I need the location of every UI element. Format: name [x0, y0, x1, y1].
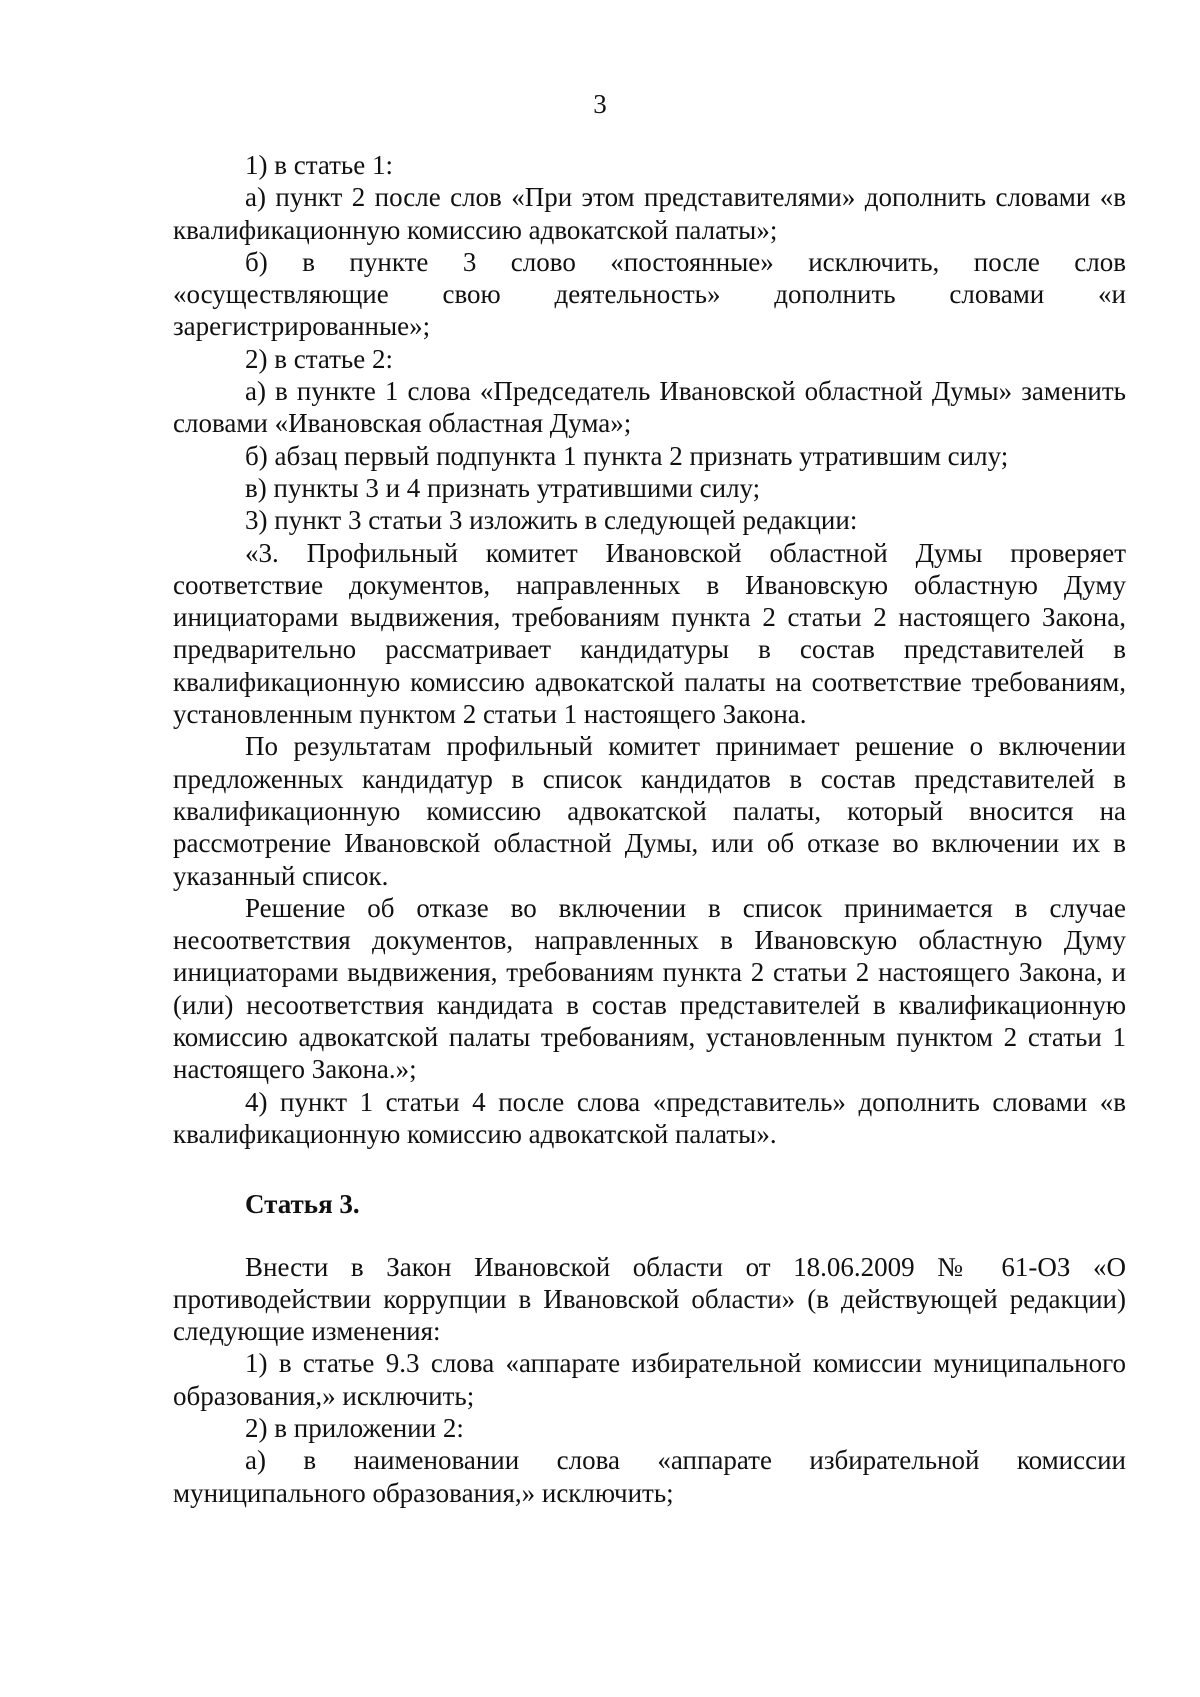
document-body	[173, 149, 1126, 1509]
paragraph-article1-intro: 1) в статье 1:	[245, 150, 393, 180]
paragraph-article4-item: 4) пункт 1 статьи 4 после слова «представитель» дополнить словами «в квалификационную комиссию адвокатской палаты».	[173, 1086, 1126, 1149]
paragraph-article1-item-b: б) в пункте 3 слово «постоянные» исключить, после слов «осуществляющие свою деятельность» дополнить словами «и зарегистрированные»;	[173, 246, 1126, 342]
paragraph-article2-item-a: а) в пункте 1 слова «Председатель Ивановской областной Думы» заменить словами «Ивановская областная Дума»;	[173, 376, 1126, 439]
paragraph-quoted-results: По результатам профильный комитет принимает решение о включении предложенных кандидатур в список кандидатов в состав представителей в квалификационную комиссию адвокатской палаты, который вносится на рассмотрение Ивановской областной Думы, или об отказе во включении их в указанный список.	[173, 731, 1126, 891]
paragraph-amendment-item-2a: а) в наименовании слова «аппарате избирательной комиссии муниципального образования,» исключить;	[173, 1445, 1126, 1508]
paragraph-quoted-refusal: Решение об отказе во включении в список принимается в случае несоответствия документов, направленных в Ивановскую областную Думу инициаторами выдвижения, требованиям пункта 2 статьи 2 настоящего Закона, и (или) несоответствия кандидата в состав представителей в квалификационную комиссию адвокатской палаты требованиям, установленным пунктом 2 статьи 1 настоящего Закона.»;	[173, 892, 1126, 1085]
paragraph-amendment-item-2: 2) в приложении 2:	[245, 1412, 464, 1443]
paragraph-quoted-point3: «3. Профильный комитет Ивановской областной Думы проверяет соответствие документов, направленных в Ивановскую областную Думу инициаторами выдвижения, требованиям пункта 2 статьи 2 настоящего Закона, предварительно рассматривает кандидатуры в состав представителей в квалификационную комиссию адвокатской палаты на соответствие требованиям, установленным пунктом 2 статьи 1 настоящего Закона.	[173, 537, 1126, 730]
paragraph-article2-item-c: в) пункты 3 и 4 признать утратившими силу;	[245, 472, 761, 503]
paragraph-amendment-item-1: 1) в статье 9.3 слова «аппарате избирательной комиссии муниципального образования,» исключить;	[173, 1348, 1126, 1411]
paragraph-article1-item-a: а) пункт 2 после слов «При этом представителями» дополнить словами «в квалификационную комиссию адвокатской палаты»;	[173, 182, 1126, 245]
paragraph-article3-intro: 3) пункт 3 статьи 3 изложить в следующей редакции:	[245, 505, 858, 536]
paragraph-article2-intro: 2) в статье 2:	[245, 343, 393, 374]
paragraph-article2-item-b: б) абзац первый подпункта 1 пункта 2 признать утратившим силу;	[245, 440, 1009, 471]
paragraph-amendment-intro: Внести в Закон Ивановской области от 18.06.2009 № 61-ОЗ «О противодействии коррупции в Ивановской области» (в действующей редакции) следующие изменения:	[173, 1251, 1126, 1347]
page-number: 3	[593, 89, 607, 119]
article-heading: Статья 3.	[245, 1189, 360, 1220]
